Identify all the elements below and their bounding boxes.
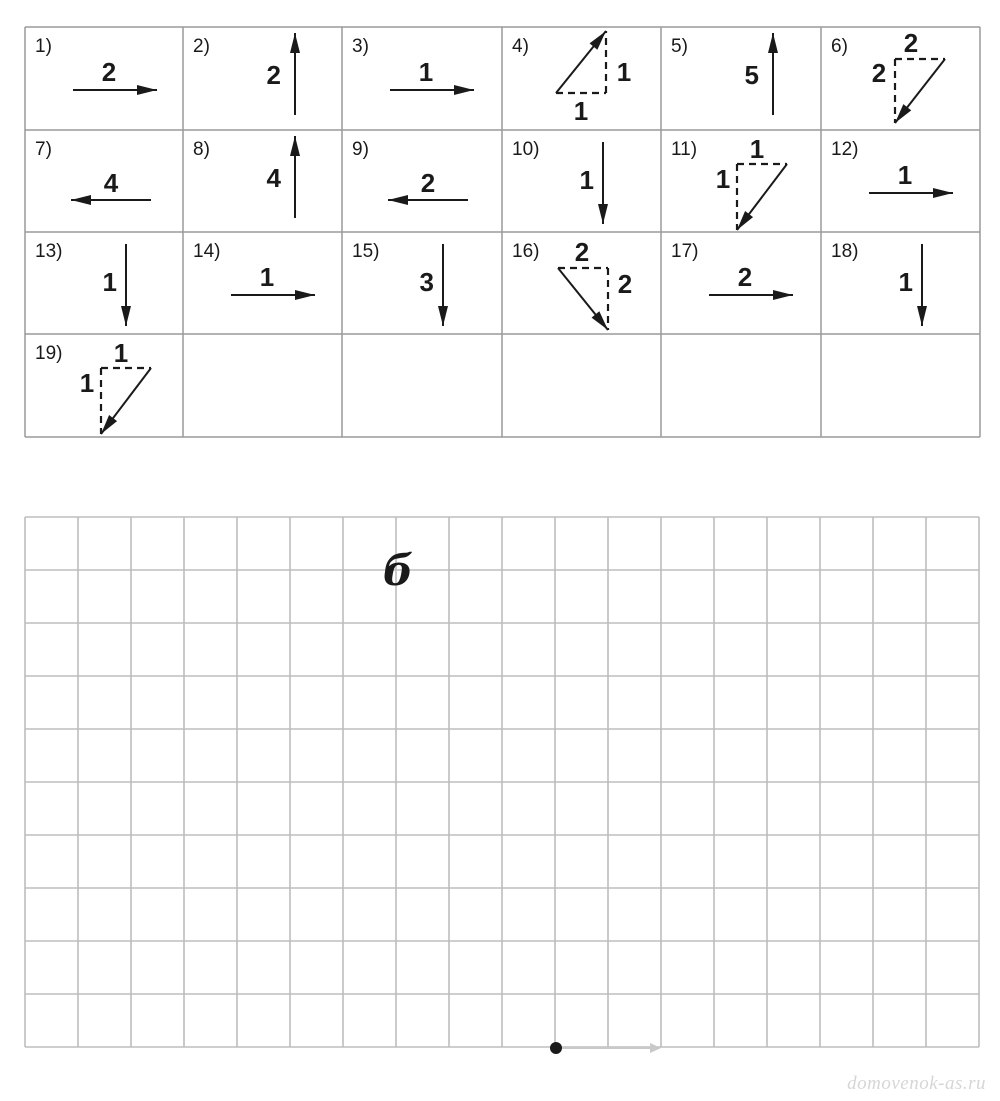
grid-lines [25,517,979,1047]
step-count-label: 1 [79,368,95,398]
cell-number: 5) [671,36,688,57]
step-count-label: 2 [737,262,753,292]
step-count-label: 2 [101,57,117,87]
cell-number: 6) [831,36,848,57]
step-count-label: 2 [266,60,281,90]
step-count-label: 1 [113,338,129,368]
cell-number: 1) [35,36,52,57]
step-count-label: 5 [744,60,759,90]
step-count-label: 1 [715,164,731,194]
cell-number: 9) [352,139,369,160]
cell-number: 14) [193,241,221,262]
handwritten-mark: б [382,546,414,595]
step-count-label: 4 [266,163,281,193]
step-count-label: 1 [898,267,913,297]
start-dot [550,1042,562,1054]
cell-number: 8) [193,139,210,160]
cell-number: 19) [35,343,63,364]
cell-number: 10) [512,139,540,160]
step-count-label: 1 [897,160,913,190]
step-count-label: 1 [573,96,589,126]
step-count-label: 2 [617,269,633,299]
step-count-label: 1 [418,57,434,87]
cell-number: 2) [193,36,210,57]
cell-number: 17) [671,241,699,262]
step-count-label: 2 [903,28,919,58]
step-count-label: 1 [749,134,765,164]
step-count-label: 4 [103,168,119,198]
cell-number: 4) [512,36,529,57]
cell-number: 11) [671,139,698,160]
step-count-label: 1 [259,262,275,292]
step-count-label: 1 [102,267,117,297]
cell-number: 16) [512,241,540,262]
step-count-label: 1 [579,165,594,195]
step-count-label: 2 [871,58,887,88]
watermark: domovenok-as.ru [847,1073,986,1094]
step-count-label: 3 [419,267,434,297]
cell-number: 7) [35,139,52,160]
step-count-label: 1 [616,57,632,87]
cell-number: 15) [352,241,380,262]
cell-number: 18) [831,241,859,262]
step-count-label: 2 [420,168,436,198]
faint-arrow-head [650,1043,661,1053]
cell-number: 12) [831,139,859,160]
cell-number: 13) [35,241,63,262]
step-count-label: 2 [574,237,590,267]
cell-number: 3) [352,36,369,57]
